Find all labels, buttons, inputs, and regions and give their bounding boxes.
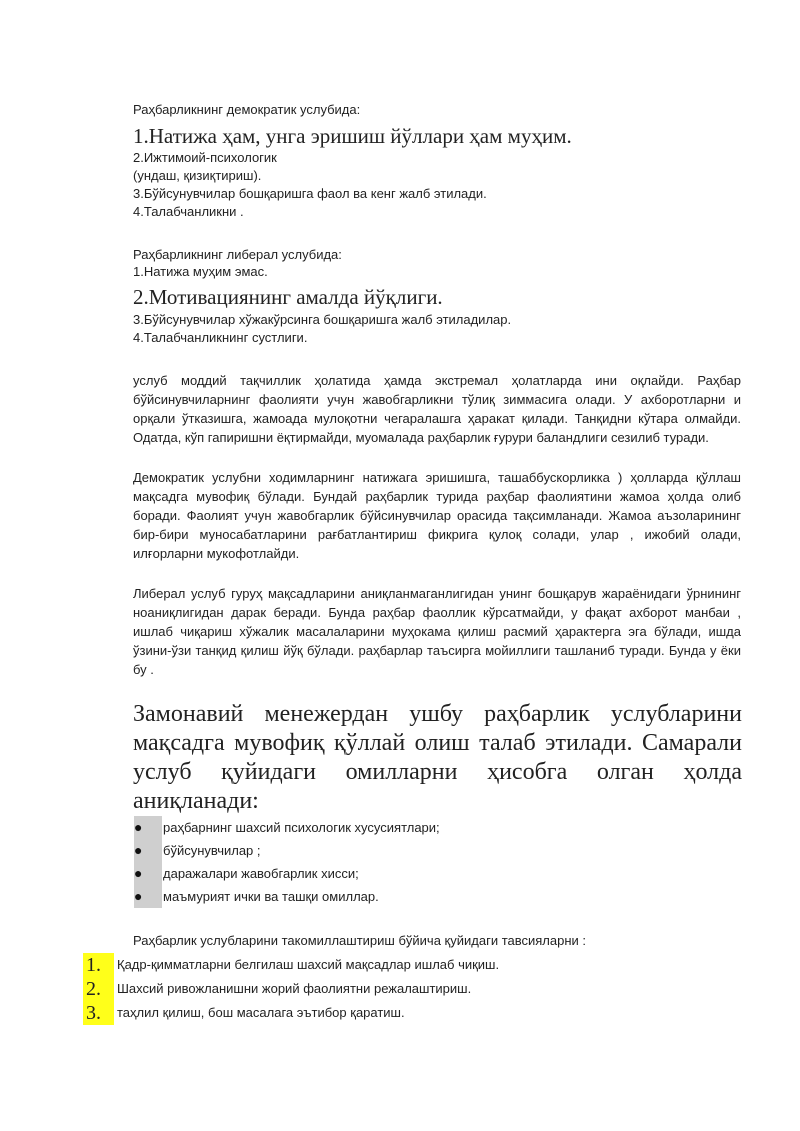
recommendation-number: 2. bbox=[83, 977, 114, 1001]
recommendation-number: 3. bbox=[83, 1001, 114, 1025]
recommendation-item: Шахсий ривожланишни жорий фаолиятни режалаштириш. bbox=[117, 981, 472, 996]
democratic-item-1: 1.Натижа ҳам, унга эришиш йўллари ҳам муҳим. bbox=[133, 124, 572, 148]
democratic-item-2a: 2.Ижтимоий-психологик bbox=[133, 150, 277, 165]
bullet-icon: ● bbox=[134, 888, 143, 904]
democratic-heading: Раҳбарликнинг демократик услубида: bbox=[133, 102, 361, 117]
liberal-item-4: 4.Талабчанликнинг сустлиги. bbox=[133, 330, 308, 345]
bullet-icon: ● bbox=[134, 842, 143, 858]
liberal-heading: Раҳбарликнинг либерал услубида: bbox=[133, 247, 342, 262]
paragraph-1: услуб моддий тақчиллик ҳолатида ҳамда экстремал ҳолатларда ини оқлайди. Раҳбар бўйсинувчиларнинг фаолияти учун жавобгарликни тўлиқ зиммасига олади. У ахборотларни и орқали ўтказишга, жамоада мулоқотни чегаралашга ҳаракат қилади. Танқидни кўтара олмайди. Одатда, кўп гапиришни ёқтирмайди, муомалада раҳбарлик ғурури баландлиги сезилиб туради. bbox=[133, 373, 741, 445]
recommend-heading: Раҳбарлик услубларини такомиллаштириш бўйича қуйидаги тавсияларни : bbox=[133, 933, 587, 948]
factor-item: маъмурият ички ва ташқи омиллар. bbox=[163, 889, 379, 904]
paragraph-2: Демократик услубни ходимларнинг натижага эришишга, ташаббускорликка ) ҳолларда қўллаш мақсадга мувофиқ бўлади. Бундай раҳбарлик турида раҳбар фаолиятини жамоа ҳолда олиб боради. Фаолият учун жавобгарлик бўйсинувчилар орасида тақсимланади. Жамоа аъзоларининг бир-бири муносабатларини рағбатлантириш фикрига қулоқ солади, улар , ижобий олади, илғорларни мукофотлайди. bbox=[133, 470, 741, 561]
factor-item: даражалари жавобгарлик хисси; bbox=[163, 866, 359, 881]
democratic-item-4: 4.Талабчанликни . bbox=[133, 204, 244, 219]
liberal-item-1: 1.Натижа муҳим эмас. bbox=[133, 264, 268, 279]
recommendation-item: таҳлил қилиш, бош масалага эътибор қаратиш. bbox=[117, 1005, 405, 1020]
liberal-item-2: 2.Мотивациянинг амалда йўқлиги. bbox=[133, 285, 443, 309]
paragraph-3: Либерал услуб гуруҳ мақсадларини аниқланмаганлигидан унинг бошқарув жараёнидаги ўрнининг ноаниқлигидан дарак беради. Бунда раҳбар фаоллик кўрсатмайди, у фақат ахборот манбаи , ишлаб чиқариш хўжалик масалаларини муҳокама қилиш расмий ҳарактерга эга бўлади, ишда ўзини-ўзи танқид қилиш йўқ бўлади. раҳбарлар таъсирга мойиллиги ташланиб туради. Бунда у ёки бу . bbox=[133, 586, 741, 677]
bullet-icon: ● bbox=[134, 865, 143, 881]
recommendation-item: Қадр-қимматларни белгилаш шахсий мақсадлар ишлаб чиқиш. bbox=[117, 957, 500, 972]
recommendation-number: 1. bbox=[83, 953, 114, 977]
liberal-item-3: 3.Бўйсунувчилар хўжакўрсинга бошқаришга жалб этиладилар. bbox=[133, 312, 512, 327]
democratic-item-3: 3.Бўйсунувчилар бошқаришга фаол ва кенг жалб этилади. bbox=[133, 186, 487, 201]
factor-item: раҳбарнинг шахсий психологик хусусиятлари; bbox=[163, 820, 440, 835]
factor-item: бўйсунувчилар ; bbox=[163, 843, 261, 858]
democratic-item-2b: (ундаш, қизиқтириш). bbox=[133, 168, 262, 183]
big-statement: Замонавий менежердан ушбу раҳбарлик услубларини мақсадга мувофиқ қўллай олиш талаб этилади. Самарали услуб қуйидаги омилларни ҳисобга олган ҳолда аниқланади: bbox=[133, 701, 742, 814]
bullet-icon: ● bbox=[134, 819, 143, 835]
